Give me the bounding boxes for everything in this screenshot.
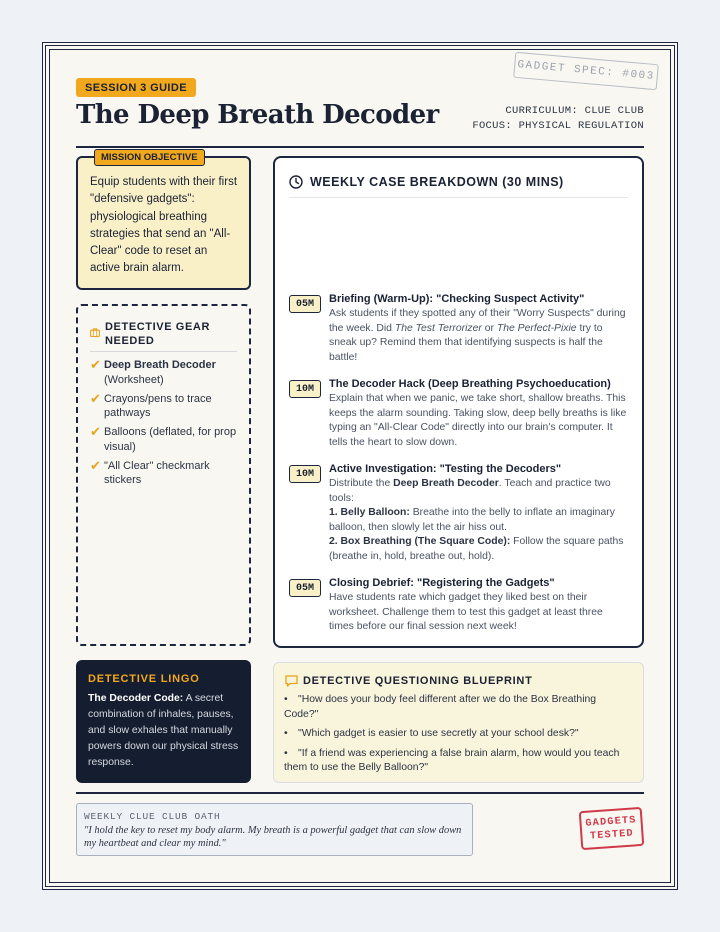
bottom-divider [76, 792, 644, 794]
question-item [284, 727, 629, 742]
briefcase-icon [90, 327, 100, 338]
gear-item [90, 358, 239, 387]
suspect-name: The Test Terrorizer [394, 322, 482, 334]
bullet: • [284, 728, 288, 740]
clock-icon [289, 175, 303, 189]
gear-list [90, 358, 239, 492]
mission-objective-card [76, 152, 251, 290]
clue-club-oath [76, 803, 473, 856]
oath-text: "I hold the key to reset my body alarm. My breath is a powerful gadget that can slow down my heartbeat and clear my mind." [84, 825, 462, 849]
blueprint-header [285, 675, 533, 687]
curriculum-info [472, 104, 644, 134]
segment-text-part: or [481, 322, 497, 334]
checkmark-icon: ✔ [90, 424, 101, 439]
session-badge: SESSION 3 GUIDE [76, 78, 196, 97]
segment-text: Have students rate which gadget they liked best on their worksheet. Challenge them to test this gadget at least three times before our final session next week! [329, 592, 603, 633]
segment-text: Explain that when we panic, we take short, shallow breaths. This keeps the alarm sounding. Taking slow, deep belly breaths is like typing an "All-Clear Code" directly into our brain's computer. It tells the heart to slow down. [329, 393, 627, 448]
segment-text-part: . Teach and practice two tools: [329, 478, 611, 504]
gadgets-tested-stamp [579, 807, 645, 850]
segment-title: The Decoder Hack (Deep Breathing Psychoeducation) [329, 378, 611, 390]
curriculum-label: CURRICULUM: CLUE CLUB [505, 105, 644, 117]
segment-step-text: Breathe into the belly to inflate an imaginary balloon, then slowly let the air hiss out. [329, 507, 615, 533]
blueprint-title: DETECTIVE QUESTIONING BLUEPRINT [303, 675, 533, 687]
question-item [284, 747, 629, 776]
weekly-header [289, 174, 628, 198]
gear-item-bold: Deep Breath Decoder [104, 359, 216, 371]
segment-step-text: Follow the square paths (breathe in, hold, breathe out, hold). [329, 536, 624, 562]
segment-time: 05M [289, 295, 321, 313]
segment-text-part: Distribute the [329, 478, 394, 489]
segment-closing-debrief [289, 577, 628, 635]
question-item [284, 693, 629, 722]
segment-active-investigation [289, 463, 628, 565]
gear-item-text: Balloons (deflated, for prop visual) [104, 426, 237, 453]
question-text: "Which gadget is easier to use secretly at your school desk?" [298, 728, 579, 740]
top-divider [76, 146, 644, 148]
gear-item-text: (Worksheet) [104, 373, 164, 386]
gear-item [90, 392, 239, 421]
stamp-line: GADGETS [585, 814, 637, 830]
segment-text-part: try to sneak up? Remind them that identifying suspects is half the battle! [329, 322, 603, 363]
gear-item [90, 425, 239, 454]
bullet: • [284, 694, 288, 705]
segment-text-part: Ask students if they spotted any of their "Worry Suspects" during the week. Did [329, 308, 626, 334]
segment-title: Briefing (Warm-Up): "Checking Suspect Activity" [329, 293, 585, 305]
oath-label: WEEKLY CLUE CLUB OATH [84, 811, 221, 822]
checkmark-icon: ✔ [90, 357, 101, 372]
bullet: • [284, 747, 288, 759]
gear-title: DETECTIVE GEAR NEEDED [105, 321, 210, 347]
mission-objective-tag: MISSION OBJECTIVE [94, 149, 205, 166]
gadget-spec-stamp: GADGET SPEC: #003 [513, 52, 659, 90]
segment-title: Closing Debrief: "Registering the Gadgets" [329, 577, 555, 589]
segment-step [329, 506, 628, 535]
weekly-title: WEEKLY CASE BREAKDOWN (30 MINS) [310, 175, 564, 189]
question-text: "If a friend was experiencing a false brain alarm, how would you teach them to use the Belly Balloon?" [284, 747, 620, 774]
page-title: The Deep Breath Decoder [76, 100, 439, 130]
detective-lingo-card [76, 660, 251, 783]
checkmark-icon: ✔ [90, 457, 101, 473]
gear-item-text: Crayons/pens to trace pathways [104, 392, 212, 419]
lingo-definition [88, 691, 241, 771]
lingo-definition-text: A secret combination of inhales, pauses, and slow exhales that manually powers down our physical stress response. [88, 693, 239, 768]
mission-objective-text: Equip students with their first "defensive gadgets": physiological breathing strategies that send an "All-Clear" code to reset an active brain alarm. [90, 176, 238, 275]
stamp-line: TESTED [589, 827, 635, 843]
segment-title: Active Investigation: "Testing the Decoders" [329, 463, 562, 475]
question-text: "How does your body feel different after we do the Box Breathing Code?" [284, 694, 597, 720]
segment-time: 10M [289, 380, 321, 398]
suspect-name: The Perfect-Pixie [496, 322, 577, 334]
segment-time: 10M [289, 465, 321, 483]
lingo-title: DETECTIVE LINGO [88, 673, 200, 685]
segment-time: 05M [289, 579, 321, 597]
gear-item [90, 459, 239, 488]
segment-text-bold: Deep Breath Decoder [393, 478, 499, 489]
segment-step-label: 1. Belly Balloon: [329, 507, 410, 519]
segment-text [329, 307, 628, 365]
segment-text [329, 477, 628, 506]
segment-decoder-hack [289, 378, 628, 450]
chat-bubble-icon [285, 675, 298, 687]
segment-step [329, 535, 628, 564]
lingo-term: The Decoder Code: [88, 693, 184, 704]
questioning-blueprint-card [273, 662, 644, 783]
checkmark-icon: ✔ [90, 390, 101, 406]
segment-step-label: 2. Box Breathing (The Square Code): [329, 536, 511, 548]
gear-header [90, 320, 237, 352]
detective-gear-card [76, 304, 251, 646]
segment-briefing [289, 293, 628, 365]
focus-label: FOCUS: PHYSICAL REGULATION [472, 120, 644, 132]
blueprint-questions [284, 693, 629, 781]
gear-item-text: "All Clear" checkmark stickers [104, 459, 210, 486]
weekly-case-breakdown-card [273, 156, 644, 648]
